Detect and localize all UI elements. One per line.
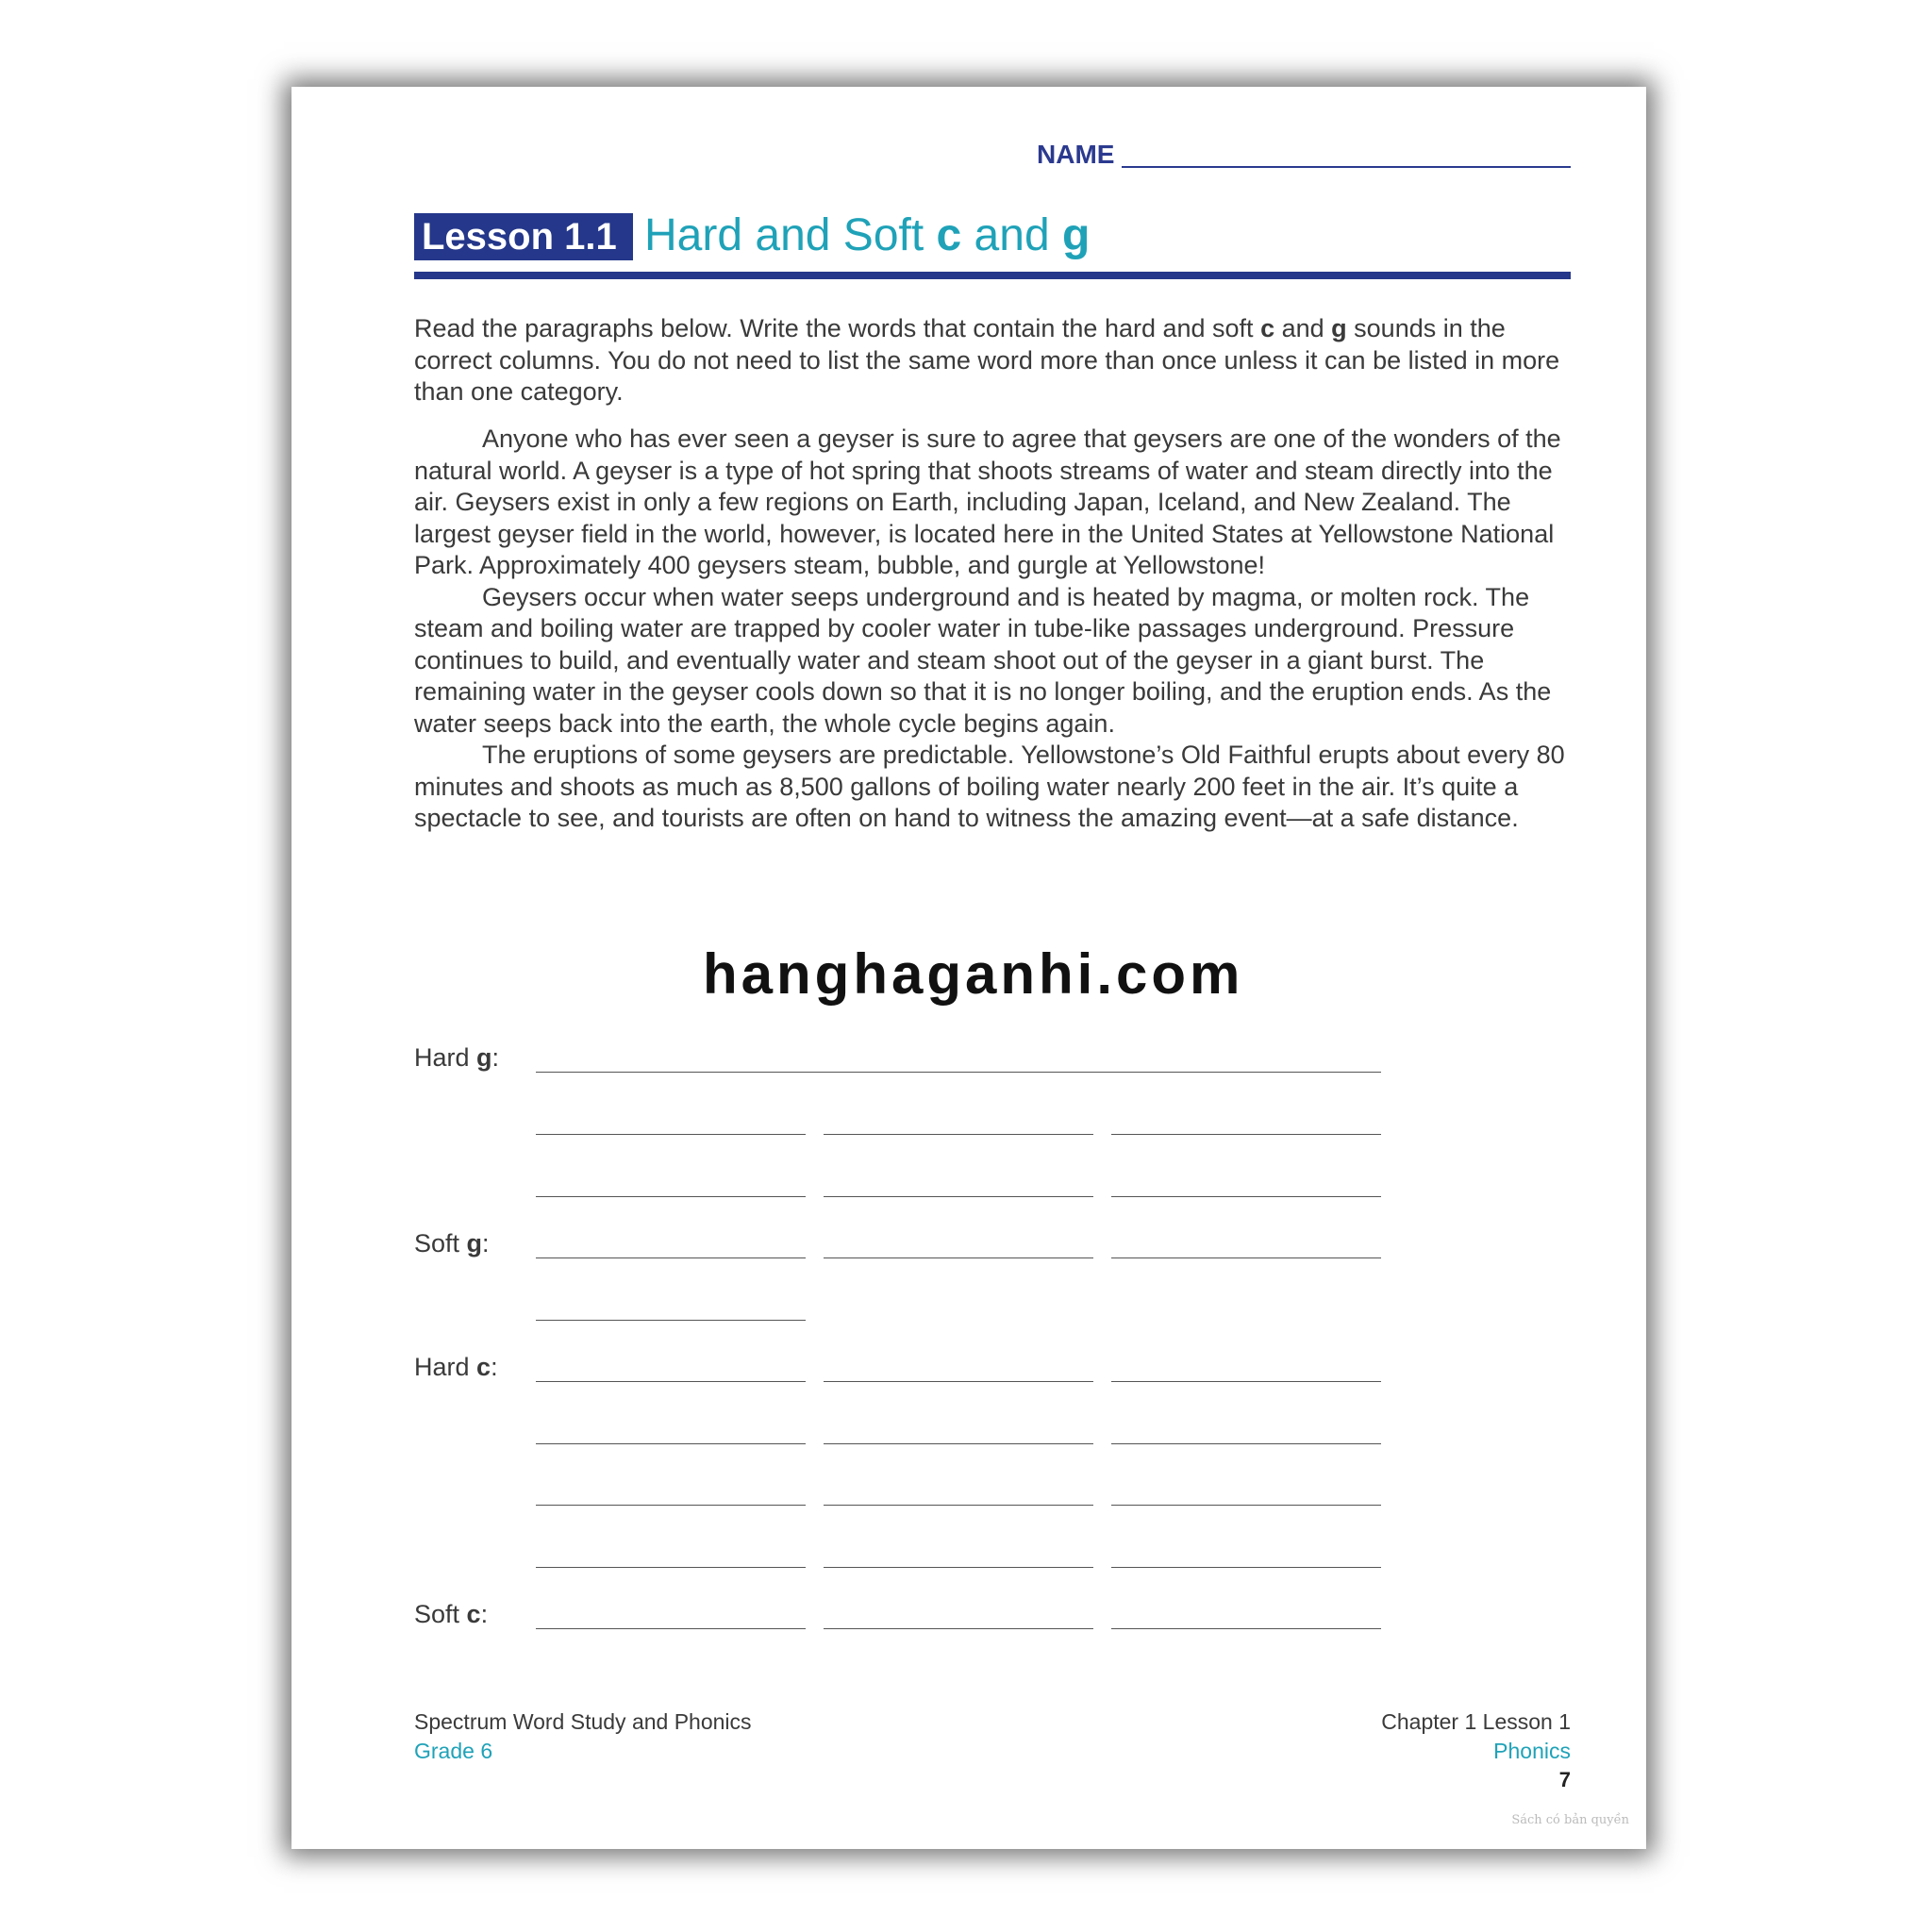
answer-blank[interactable] <box>536 1196 806 1197</box>
story-paragraph-3: The eruptions of some geysers are predictable. Yellowstone’s Old Faithful erupts about every 80 minutes and shoots as much as 8,500 gallons of boiling water nearly 200 feet in the air. It’s quite a spectacle to see, and tourists are often on hand to witness the amazing event—at a safe distance. <box>414 741 1565 832</box>
label-soft-g-suffix: : <box>482 1229 490 1257</box>
instructions-part1: Read the paragraphs below. Write the words that contain the hard and soft <box>414 314 1261 342</box>
label-hard-c-suffix: : <box>491 1353 498 1381</box>
answer-blank[interactable] <box>536 1443 806 1444</box>
label-hard-g <box>414 1043 499 1073</box>
answer-blank[interactable] <box>824 1134 1093 1135</box>
story-text <box>414 424 1584 835</box>
answer-blank[interactable] <box>1111 1505 1381 1506</box>
lesson-title-c: c <box>936 210 962 260</box>
answer-blank[interactable] <box>536 1567 806 1568</box>
label-soft-g <box>414 1229 490 1258</box>
answer-blank[interactable] <box>1111 1381 1381 1382</box>
label-hard-g-letter: g <box>476 1043 492 1072</box>
instructions-c: c <box>1260 314 1275 342</box>
answer-blank[interactable] <box>824 1196 1093 1197</box>
lesson-badge: Lesson 1.1 <box>414 213 633 260</box>
label-hard-c <box>414 1353 498 1382</box>
label-soft-g-letter: g <box>466 1229 483 1257</box>
watermark-text: hanghaganhi.com <box>703 942 1244 1006</box>
answer-blank[interactable] <box>1111 1628 1381 1629</box>
footer-book-title: Spectrum Word Study and Phonics <box>414 1709 752 1734</box>
answer-blank[interactable] <box>1111 1134 1381 1135</box>
answer-blank[interactable] <box>536 1320 806 1321</box>
label-hard-c-letter: c <box>476 1353 491 1381</box>
answer-blank[interactable] <box>536 1628 806 1629</box>
answer-blank[interactable] <box>824 1628 1093 1629</box>
name-field[interactable] <box>1122 166 1571 168</box>
lesson-title <box>644 209 1090 262</box>
answer-blank[interactable] <box>824 1443 1093 1444</box>
story-paragraph-2: Geysers occur when water seeps underground and is heated by magma, or molten rock. The steam and boiling water are trapped by cooler water in tube-like passages underground. Pressure continues to build, and eventually water and steam shoot out of the geyser in a giant burst. The remaining water in the geyser cools down so that it is no longer boiling, and the eruption ends. As the water seeps back into the earth, the whole cycle begins again. <box>414 582 1552 738</box>
label-soft-c-prefix: Soft <box>414 1600 467 1628</box>
answer-blank[interactable] <box>824 1505 1093 1506</box>
answer-blank[interactable] <box>824 1381 1093 1382</box>
answer-blank[interactable] <box>536 1072 1381 1073</box>
lesson-title-part2: and <box>961 210 1062 260</box>
footer-chapter: Chapter 1 Lesson 1 <box>1381 1709 1571 1734</box>
label-soft-c-letter: c <box>466 1600 481 1628</box>
footer-grade: Grade 6 <box>414 1739 493 1763</box>
label-hard-g-prefix: Hard <box>414 1043 477 1072</box>
answer-blank[interactable] <box>1111 1443 1381 1444</box>
page-number: 7 <box>1558 1768 1571 1791</box>
answer-blank[interactable] <box>536 1505 806 1506</box>
instructions-and: and <box>1274 314 1332 342</box>
name-label: NAME <box>1037 140 1115 169</box>
worksheet-page <box>291 87 1646 1849</box>
answer-blank[interactable] <box>536 1257 806 1258</box>
title-rule <box>414 272 1571 279</box>
label-hard-g-suffix: : <box>491 1043 500 1072</box>
label-soft-g-prefix: Soft <box>414 1229 467 1257</box>
label-soft-c <box>414 1600 488 1629</box>
answer-blank[interactable] <box>536 1134 806 1135</box>
story-paragraph-1: Anyone who has ever seen a geyser is sure to agree that geysers are one of the wonders of the natural world. A geyser is a type of hot spring that shoots streams of water and steam directly into the air. Geysers exist in only a few regions on Earth, including Japan, Iceland, and New Zealand. The largest geyser field in the world, however, is located here in the United States at Yellowstone National Park. Approximately 400 geysers steam, bubble, and gurgle at Yellowstone! <box>414 425 1561 579</box>
label-soft-c-suffix: : <box>480 1600 489 1628</box>
lesson-title-g: g <box>1061 210 1091 260</box>
answer-blank[interactable] <box>536 1381 806 1382</box>
answer-blank[interactable] <box>1111 1196 1381 1197</box>
label-hard-c-prefix: Hard <box>414 1353 477 1381</box>
instructions-g: g <box>1331 314 1347 342</box>
answer-blank[interactable] <box>1111 1567 1381 1568</box>
answer-blank[interactable] <box>824 1257 1093 1258</box>
answer-blank[interactable] <box>824 1567 1093 1568</box>
footer-topic: Phonics <box>1493 1739 1571 1763</box>
instructions-part2: sounds in the correct columns. You do not need to list the same word more than once unless it can be listed in more than one category. <box>414 314 1560 406</box>
lesson-title-part1: Hard and Soft <box>644 210 937 260</box>
copyright-note: Sách có bản quyền <box>1511 1813 1629 1827</box>
instructions <box>414 313 1584 408</box>
answer-blank[interactable] <box>1111 1257 1381 1258</box>
